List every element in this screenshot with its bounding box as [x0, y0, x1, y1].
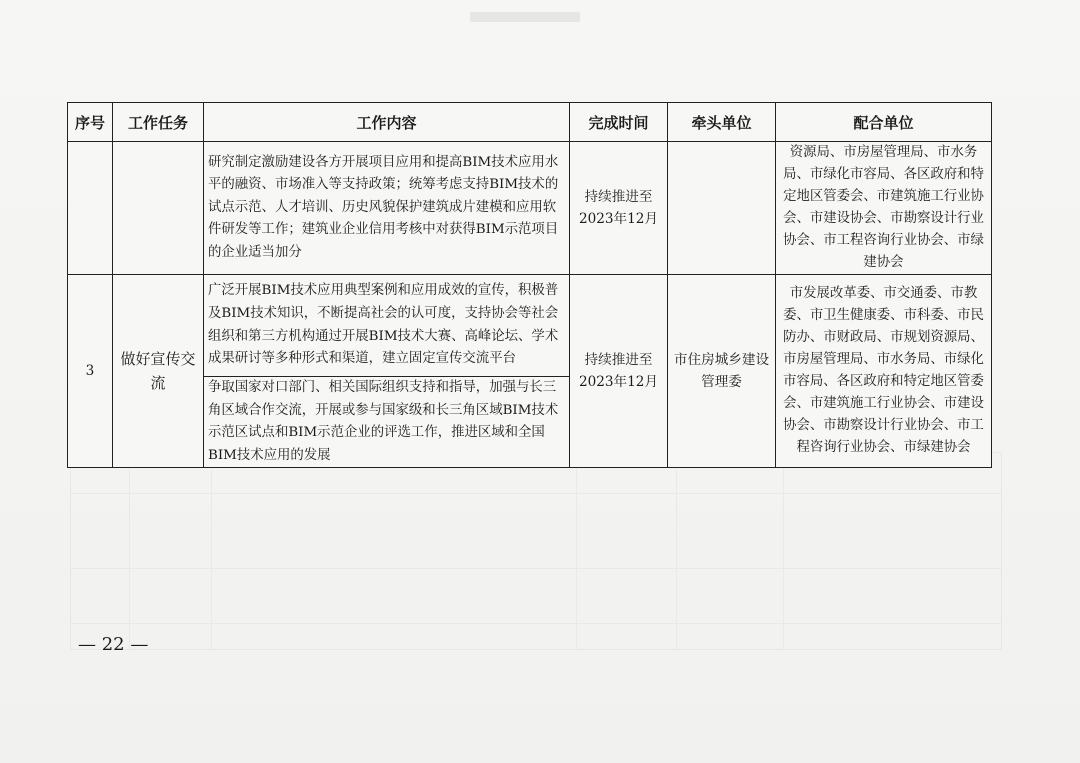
row-index: [68, 142, 113, 275]
row-content-part-1: 广泛开展BIM技术应用典型案例和应用成效的宣传，积极普及BIM技术知识，不断提高社会的认可度，支持协会等社会组织和第三方机构通过开展BIM技术大赛、高峰论坛、学术成果研讨等多种形式和渠道，建立固定宣传交流平台: [204, 275, 570, 377]
table-header-row: [68, 103, 992, 142]
header-content: 工作内容: [204, 103, 570, 142]
row-partners: 市发展改革委、市交通委、市教委、市卫生健康委、市科委、市民防办、市财政局、市规划资源局、市房屋管理局、市水务局、市绿化市容局、各区政府和特定地区管委会、市建筑施工行业协会、市建设协会、市勘察设计行业协会、市工程咨询行业协会、市绿建协会: [776, 275, 992, 468]
row-content-part-2: 争取国家对口部门、相关国际组织支持和指导，加强与长三角区域合作交流，开展或参与国家级和长三角区域BIM技术示范区试点和BIM示范企业的评选工作，推进区域和全国BIM技术应用的发展: [204, 377, 570, 468]
row-task: 做好宣传交流: [113, 275, 204, 468]
header-partners: 配合单位: [776, 103, 992, 142]
row-lead: [668, 142, 776, 275]
table-row: [68, 275, 992, 377]
row-task: [113, 142, 204, 275]
page-number: — 22 —: [78, 634, 149, 655]
row-deadline: 持续推进至2023年12月: [570, 275, 668, 468]
bleed-through-table: [70, 452, 1002, 650]
header-deadline: 完成时间: [570, 103, 668, 142]
row-partners: 资源局、市房屋管理局、市水务局、市绿化市容局、各区政府和特定地区管委会、市建筑施工行业协会、市建设协会、市勘察设计行业协会、市工程咨询行业协会、市绿建协会: [776, 142, 992, 275]
row-deadline: 持续推进至2023年12月: [570, 142, 668, 275]
row-lead: 市住房城乡建设管理委: [668, 275, 776, 468]
table-row: [68, 142, 992, 275]
row-content: 研究制定激励建设各方开展项目应用和提高BIM技术应用水平的融资、市场准入等支持政策；统筹考虑支持BIM技术的试点示范、人才培训、历史风貌保护建筑成片建模和应用软件研发等工作；建筑业企业信用考核中对获得BIM示范项目的企业适当加分: [204, 142, 570, 275]
header-index: 序号: [68, 103, 113, 142]
bleed-through-header: [470, 12, 580, 22]
header-lead: 牵头单位: [668, 103, 776, 142]
header-task: 工作任务: [113, 103, 204, 142]
row-index: 3: [68, 275, 113, 468]
task-table: [67, 102, 992, 468]
